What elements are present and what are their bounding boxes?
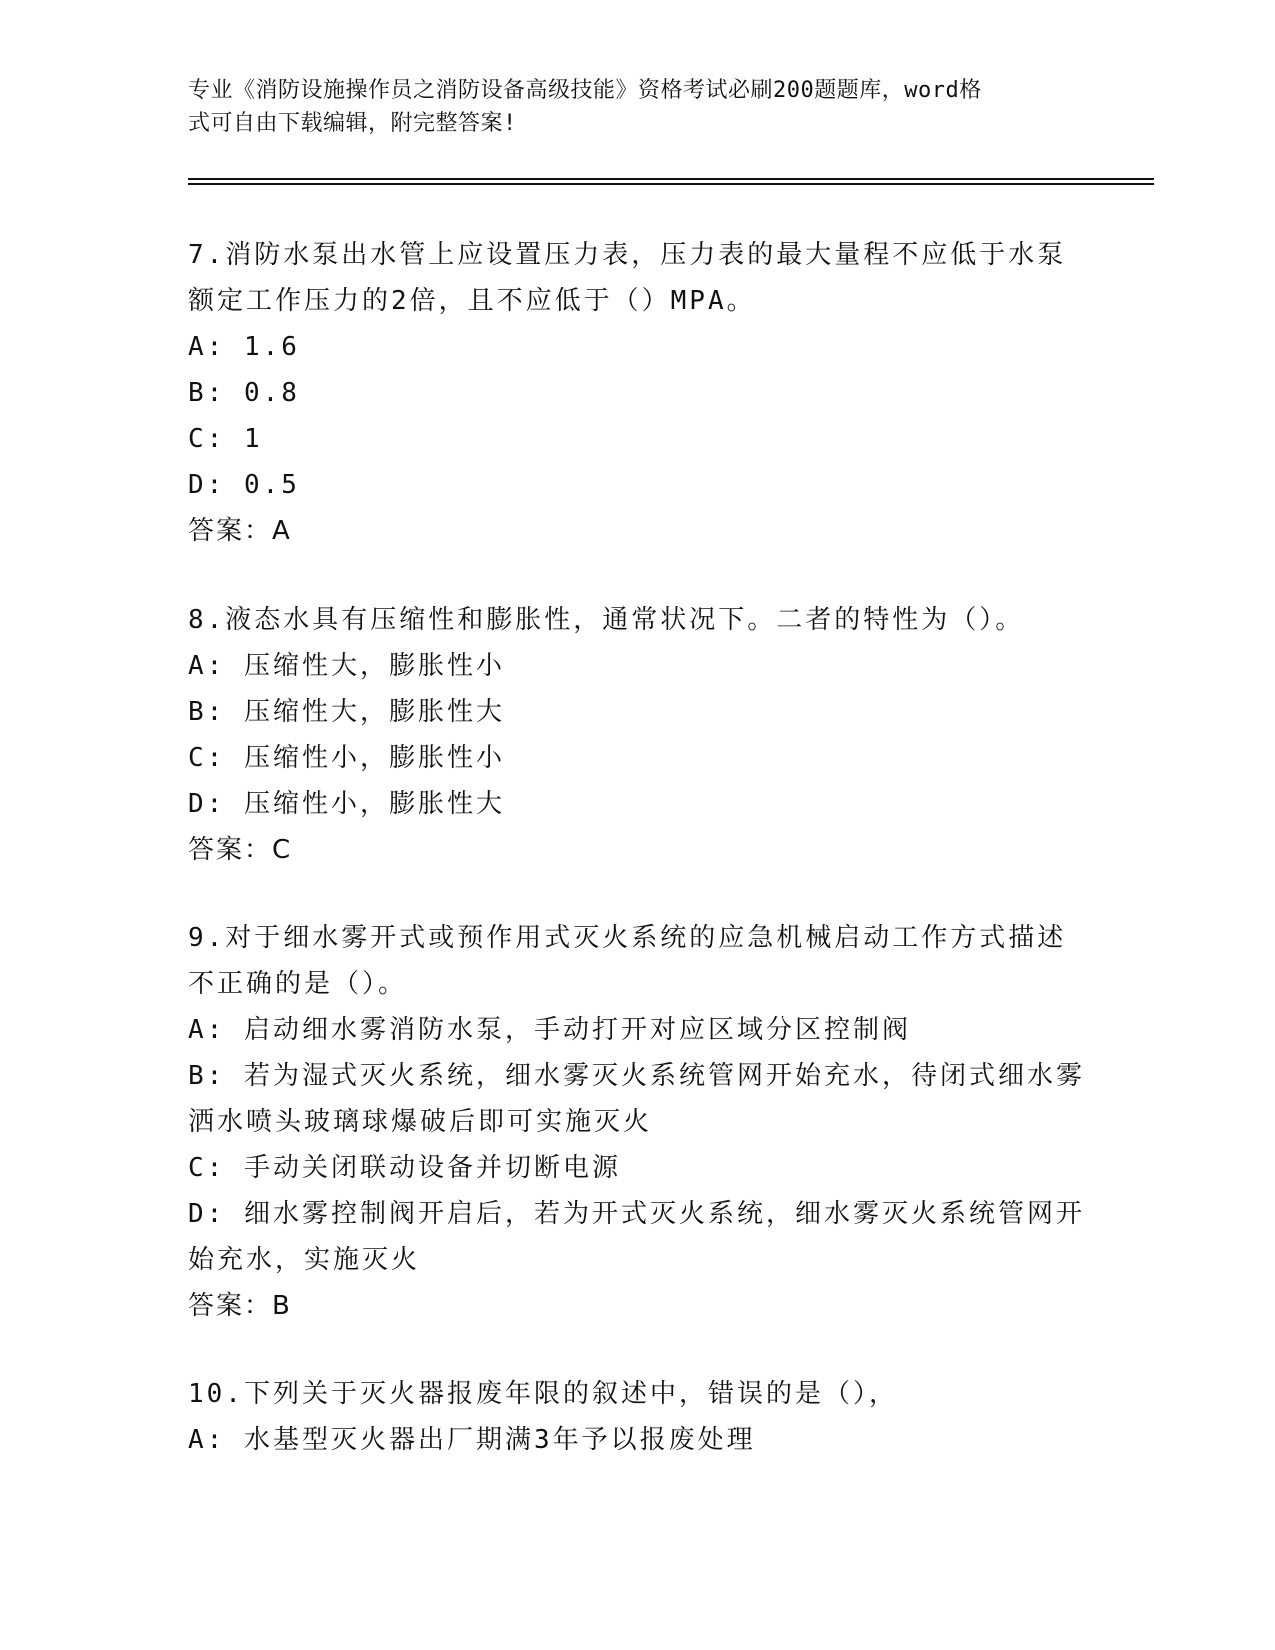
option-c: C: 手动关闭联动设备并切断电源	[188, 1153, 621, 1183]
question-8	[188, 597, 1088, 873]
question-stem: 8.液态水具有压缩性和膨胀性，通常状况下。二者的特性为（）。	[188, 605, 1025, 635]
question-stem: 不正确的是（）。	[188, 969, 408, 999]
answer-label: 答案：B	[188, 1291, 292, 1321]
option-b: B: 0.8	[188, 378, 300, 408]
question-stem: 10.下列关于灭火器报废年限的叙述中，错误的是（），	[188, 1379, 898, 1409]
option-a: A: 压缩性大，膨胀性小	[188, 651, 505, 681]
question-stem: 9.对于细水雾开式或预作用式灭火系统的应急机械启动工作方式描述	[188, 923, 1067, 953]
option-c: C: 压缩性小，膨胀性小	[188, 743, 505, 773]
header-divider-bottom	[188, 183, 1154, 185]
option-d: D: 压缩性小，膨胀性大	[188, 789, 505, 819]
document-header	[188, 74, 1088, 140]
answer-label: 答案：A	[188, 516, 292, 546]
question-9	[188, 915, 1088, 1329]
option-d-continued: 始充水，实施灭火	[188, 1245, 421, 1275]
question-10	[188, 1371, 1088, 1463]
option-a: A: 启动细水雾消防水泵，手动打开对应区域分区控制阀	[188, 1015, 911, 1045]
option-a: A: 1.6	[188, 332, 300, 362]
header-line: 式可自由下载编辑，附完整答案!	[188, 111, 517, 136]
option-a: A: 水基型灭火器出厂期满3年予以报废处理	[188, 1425, 756, 1455]
header-divider-top	[188, 178, 1154, 180]
question-7	[188, 232, 1088, 554]
option-d: D: 0.5	[188, 470, 300, 500]
option-b: B: 若为湿式灭火系统，细水雾灭火系统管网开始充水，待闭式细水雾	[188, 1061, 1085, 1091]
option-c: C: 1	[188, 424, 263, 454]
header-line: 专业《消防设施操作员之消防设备高级技能》资格考试必刷200题题库，word格	[188, 78, 982, 103]
question-stem: 额定工作压力的2倍，且不应低于（）MPA。	[188, 286, 756, 316]
question-stem: 7.消防水泵出水管上应设置压力表，压力表的最大量程不应低于水泵	[188, 240, 1067, 270]
option-b-continued: 洒水喷头玻璃球爆破后即可实施灭火	[188, 1107, 653, 1137]
option-d: D: 细水雾控制阀开启后，若为开式灭火系统，细水雾灭火系统管网开	[188, 1199, 1085, 1229]
option-b: B: 压缩性大，膨胀性大	[188, 697, 505, 727]
answer-label: 答案：C	[188, 835, 293, 865]
